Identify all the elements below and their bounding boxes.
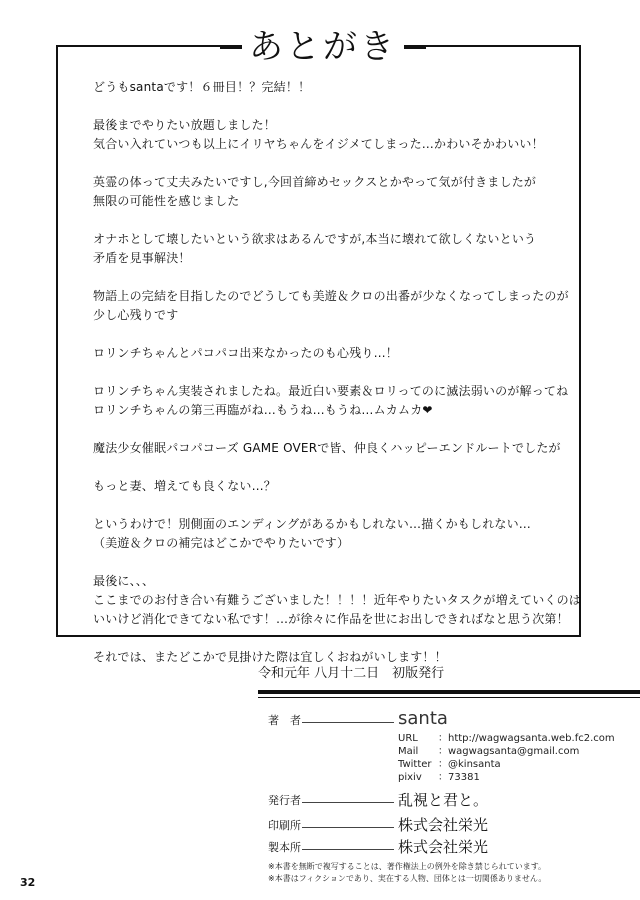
afterword-line: 無限の可能性を感じました: [93, 194, 240, 208]
notice-line: ※本書はフィクションであり、実在する人物、団体とは一切関係ありません。: [268, 874, 547, 883]
afterword-line: どうもsantaです！６冊目！？完結！！: [93, 80, 311, 94]
binder-leader-line: [302, 849, 394, 850]
afterword-line: ロリンチちゃんの第三再臨がね…もうね…もうね…ムカムカ❤: [93, 403, 433, 417]
contact-key: URL: [398, 733, 418, 744]
printer-name: 株式会社栄光: [398, 816, 489, 834]
afterword-line: ここまでのお付き合い有難うございました！！！！近年やりたいタスクが増えていくのは: [93, 593, 582, 607]
contact-url: [398, 733, 615, 745]
afterword-line: ロリンチちゃん実装されましたね。最近白い要素＆ロリってのに滅法弱いのが解ってね: [93, 384, 569, 398]
colophon-rule-thin: [258, 697, 640, 698]
publisher-leader-line: [302, 802, 394, 803]
binder-name: 株式会社栄光: [398, 838, 489, 856]
contact-value: ：http://wagwagsanta.web.fc2.com: [438, 733, 615, 744]
binder-label: 製本所: [268, 841, 301, 854]
afterword-paragraph: [93, 116, 583, 154]
contact-twitter: [398, 759, 501, 771]
afterword-line: というわけで！別側面のエンディングがあるかもしれない…描くかもしれない…: [93, 517, 532, 531]
publisher-name: 乱視と君と。: [398, 791, 489, 809]
afterword-line: 物語上の完結を目指したのでどうしても美遊＆クロの出番が少なくなってしまったのが: [93, 289, 569, 303]
afterword-paragraph: [93, 439, 583, 496]
afterword-paragraph: [93, 382, 583, 420]
printer-leader-line: [302, 827, 394, 828]
afterword-line: 英霊の体って丈夫みたいですし,今回首締めセックスとかやって気が付きましたが: [93, 175, 537, 189]
afterword-line: それでは、またどこかで見掛けた際は宜しくおねがいします！！: [93, 650, 447, 664]
afterword-paragraph: [93, 572, 583, 629]
contact-value: ：73381: [438, 772, 480, 783]
contact-key: Mail: [398, 746, 419, 757]
publication-date: 令和元年 八月十二日 初版発行: [258, 666, 445, 681]
afterword-line: 矛盾を見事解決！: [93, 251, 191, 265]
contact-value: ：wagwagsanta@gmail.com: [438, 746, 580, 757]
afterword-paragraph: [93, 78, 583, 97]
title-dash-right: [404, 47, 426, 49]
afterword-line: 最後に、、、: [93, 574, 155, 588]
contact-mail: [398, 746, 579, 758]
afterword-line: もっと妻、増えても良くない…？: [93, 479, 277, 493]
afterword-line: 少し心残りです: [93, 308, 179, 322]
notice-line: ※本書を無断で複写することは、著作権法上の例外を除き禁じられています。: [268, 862, 547, 871]
contact-value: ：@kinsanta: [438, 759, 501, 770]
page-number: 32: [20, 876, 36, 889]
legal-notices: [268, 861, 546, 885]
afterword-paragraph: [93, 515, 583, 553]
author-label: 著 者: [268, 714, 301, 727]
contact-pixiv: [398, 772, 480, 784]
afterword-paragraph: [93, 173, 583, 211]
afterword-paragraph: [93, 344, 583, 363]
publisher-label: 発行者: [268, 794, 301, 807]
afterword-title: あとがき: [242, 23, 404, 71]
author-leader-line: [302, 722, 394, 723]
afterword-line: ロリンチちゃんとパコパコ出来なかったのも心残り…！: [93, 346, 399, 360]
afterword-paragraph: [93, 287, 583, 325]
afterword-line: オナホとして壊したいという欲求はあるんですが,本当に壊れて欲しくないという: [93, 232, 537, 246]
author-name: santa: [398, 708, 448, 729]
afterword-line: 魔法少女催眠パコパコーズ GAME OVERで皆、仲良くハッピーエンドルートでしたが: [93, 441, 561, 455]
afterword-line: （美遊＆クロの補完はどこかでやりたいです）: [93, 536, 350, 550]
afterword-paragraph: [93, 230, 583, 268]
afterword-body: [93, 78, 583, 686]
colophon-rule-thick: [258, 690, 640, 694]
afterword-line: 最後までやりたい放題しました！: [93, 118, 277, 132]
afterword-line: いいけど消化できてない私です！…が徐々に作品を世にお出しできればなと思う次第！: [93, 612, 569, 626]
title-dash-left: [220, 47, 242, 49]
afterword-line: 気合い入れていつも以上にイリヤちゃんをイジメてしまった…かわいそかわいい！: [93, 137, 544, 151]
printer-label: 印刷所: [268, 819, 301, 832]
contact-key: Twitter: [398, 759, 432, 770]
contact-key: pixiv: [398, 772, 422, 783]
